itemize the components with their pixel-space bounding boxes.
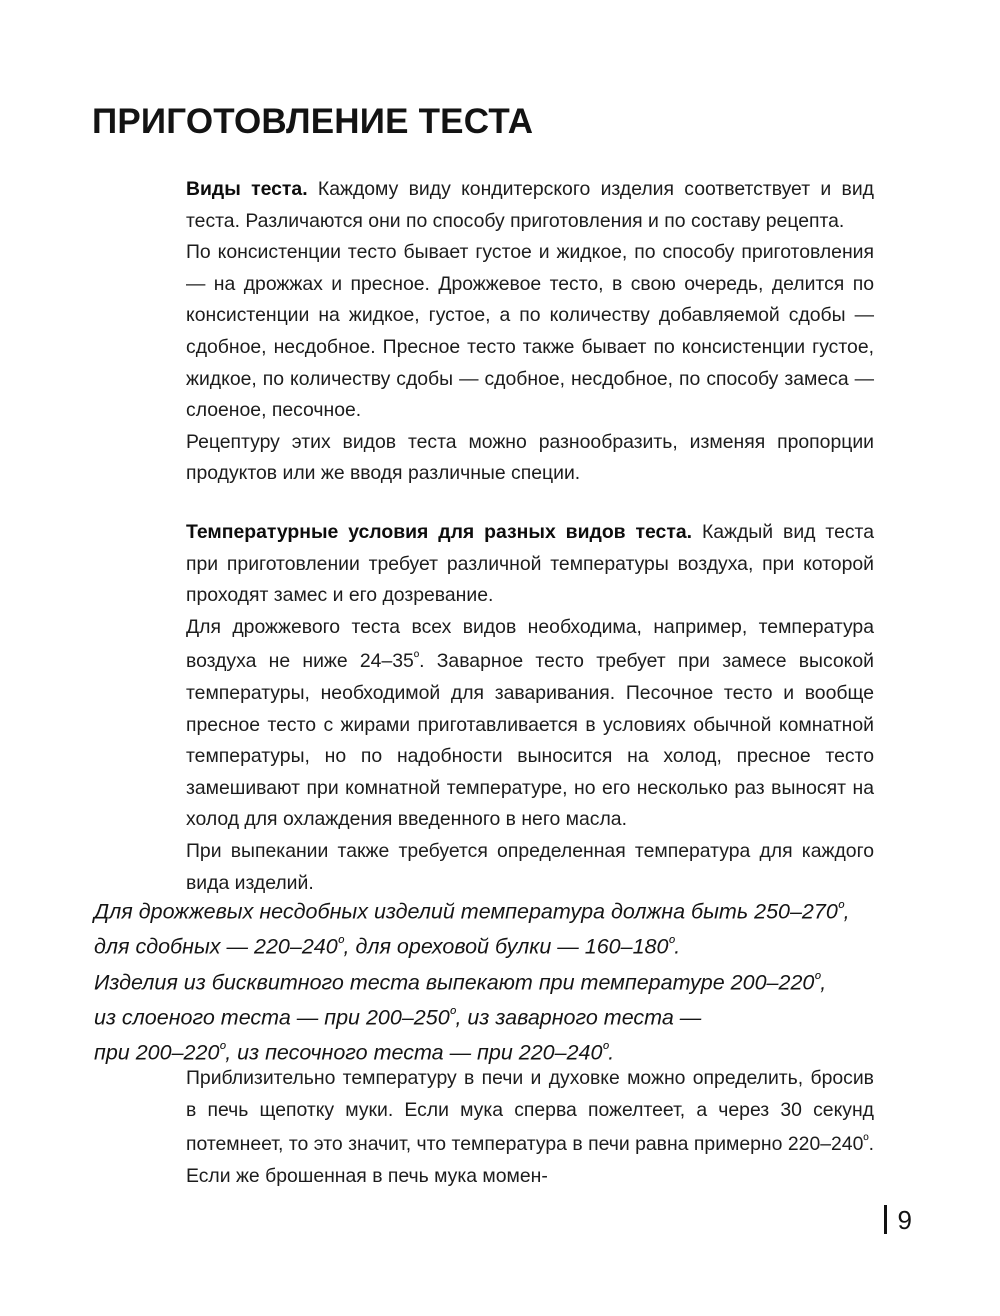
page-number: 9 [897, 1204, 912, 1235]
paragraph-temperature-intro-text: Каждый вид теста при приготовлении требует различной температуры воздуха, при которой проходят замес и его дозревание. [186, 520, 874, 607]
oven-test-text-b: . Если же брошенная в печь мука момен- [186, 1133, 874, 1187]
paragraph-oven-flour-test [186, 1063, 874, 1193]
run-in-heading-temperature-conditions: Температурные условия для разных видов теста. [186, 520, 693, 543]
paragraph-dough-consistency: По консистенции тесто бывает густое и жидкое, по способу приготовления — на дрожжах и пресное. Дрожжевое тесто, в свою очередь, делится по консистенции на жидкое, густое, а по количеству добавляемой сдобы — сдобное, несдобное. Пресное тесто также бывает по консистенции густое, жидкое, по количеству сдобы — сдобное, несдобное, по способу замеса — слоеное, песочное. [186, 241, 874, 422]
degree-ordinal-icon: º [413, 650, 420, 667]
callout-line-4 [94, 999, 894, 1034]
callout-line-2 [94, 928, 894, 963]
folio-rule-divider [884, 1205, 887, 1234]
baking-temperatures-callout [94, 893, 894, 1070]
callout-line-3-text-b: , [820, 970, 827, 995]
paragraph-baking-requires-temperature: При выпекании также требуется определенная температура для каждого вида изделий. [186, 840, 874, 894]
degree-ordinal-icon: º [837, 900, 844, 917]
callout-line-3 [94, 964, 894, 999]
main-text-column [186, 174, 874, 899]
paragraph-yeast-temperature [186, 612, 874, 836]
callout-line-1 [94, 893, 894, 928]
paragraph-dough-types-intro-text: Каждому виду кондитерского изделия соответствует и вид теста. Различаются они по способу приготовления и по составу рецепта. [186, 178, 874, 232]
degree-ordinal-icon: º [668, 935, 675, 953]
degree-ordinal-icon: º [449, 1005, 456, 1023]
closing-text-column [186, 1063, 874, 1193]
degree-ordinal-icon: º [602, 1041, 609, 1059]
degree-ordinal-icon: º [337, 935, 344, 953]
run-in-heading-dough-types: Виды теста. [186, 178, 308, 200]
paragraph-dough-recipe-variation: Рецептуру этих видов теста можно разнообразить, изменяя пропорции продуктов или же вводя различные специи. [186, 430, 874, 485]
callout-line-5-text-c: . [608, 1040, 615, 1065]
page-footer-folio [884, 1205, 912, 1234]
degree-ordinal-icon: º [863, 1133, 869, 1150]
section-spacer [186, 490, 874, 517]
callout-line-4-text-b: , из заварного теста — [455, 1005, 702, 1030]
oven-test-text-a: Приблизительно температуру в печи и духовке можно определить, бросив в печь щепотку муки. Если мука сперва пожелтеет, а через 30 секунд потемнеет, то это значит, что температура в печи равна примерно 220–240 [186, 1067, 874, 1156]
callout-line-4-text-a: из слоеного теста — при 200–250 [94, 1005, 450, 1030]
callout-line-5-text-a: при 200–220 [94, 1040, 220, 1065]
callout-line-5-text-b: , из песочного теста — при 220–240 [225, 1040, 603, 1065]
degree-ordinal-icon: º [814, 970, 821, 988]
paragraph-temperature-intro [186, 517, 874, 612]
paragraph-dough-types-intro [186, 174, 874, 237]
yeast-temperature-text-a: Для дрожжевого теста всех видов необходима, например, температура воздуха не ниже 24–35 [186, 615, 874, 673]
callout-line-3-text-a: Изделия из бисквитного теста выпекают при температуре 200–220 [94, 970, 815, 995]
callout-line-1-text-a: Для дрожжевых несдобных изделий температура должна быть 250–270 [94, 899, 838, 924]
callout-line-2-text-a: для сдобных — 220–240 [94, 935, 338, 960]
callout-line-2-text-c: . [674, 935, 681, 960]
page-title: ПРИГОТОВЛЕНИЕ ТЕСТА [92, 102, 534, 142]
callout-line-1-text-b: , [843, 899, 850, 924]
yeast-temperature-text-b: . Заварное тесто требует при замесе высокой температуры, необходимой для заваривания. Песочное тесто и вообще пресное тесто с жирами приготавливается в условиях обычной комнатной температуры, но по надобности выносится на холод, пресное тесто замешивают при комнатной температуре, но его несколько раз выносят на холод для охлаждения введенного в него масла. [186, 650, 874, 831]
callout-line-2-text-b: , для ореховой булки — 160–180 [343, 935, 669, 960]
degree-ordinal-icon: º [219, 1041, 226, 1059]
